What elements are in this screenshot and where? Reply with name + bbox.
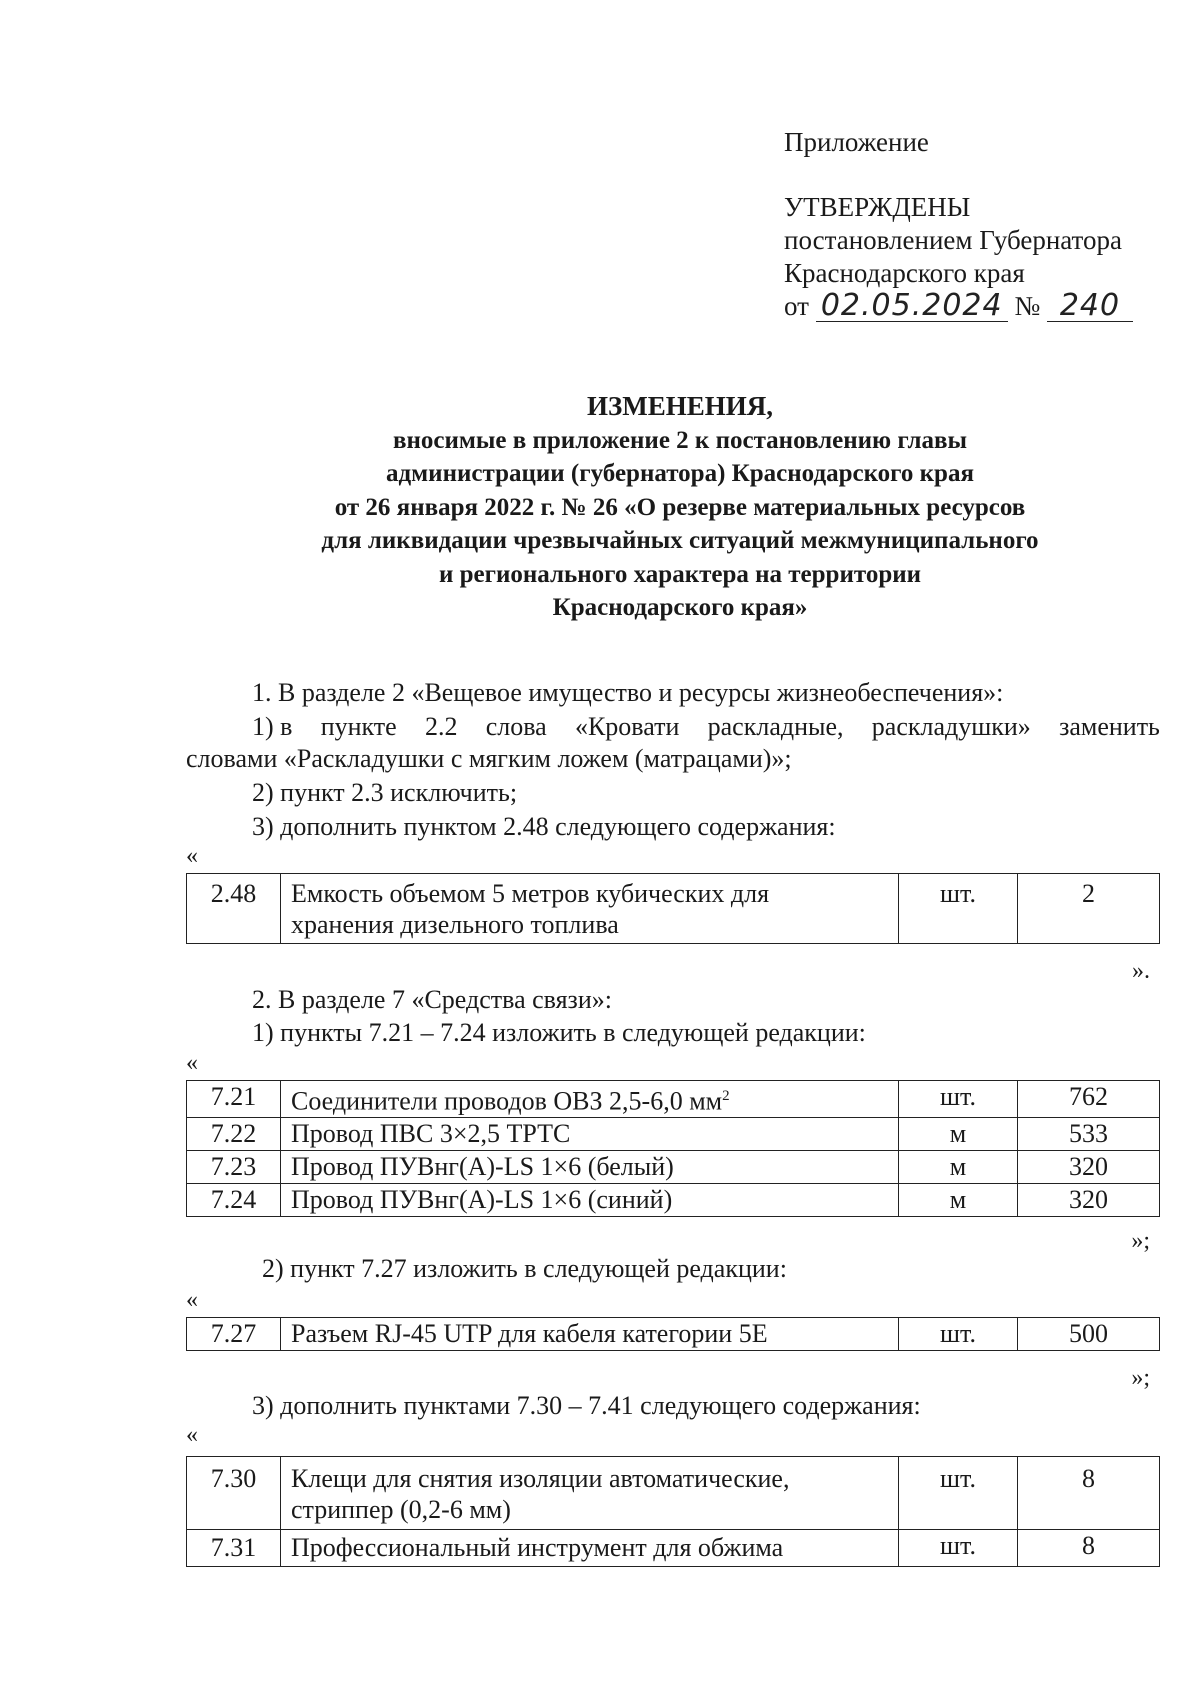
item-name: Провод ПУВнг(А)-LS 1×6 (белый) — [281, 1150, 899, 1183]
section1-intro: 1. В разделе 2 «Вещевое имущество и ресурсы жизнеобеспечения»: — [252, 678, 1004, 707]
table-2-48 — [186, 873, 1160, 944]
section2-item1: 1) пункты 7.21 – 7.24 изложить в следующей редакции: — [252, 1018, 866, 1047]
approved-by-line1: постановлением Губернатора — [784, 225, 1122, 255]
section1-item1-line1 — [252, 711, 1160, 742]
item-quantity: 320 — [1018, 1150, 1160, 1183]
handwritten-date: 02.05.2024 — [816, 291, 1008, 322]
item-name-line: Емкость объемом 5 метров кубических для — [291, 879, 770, 908]
item-name: Провод ПУВнг(А)-LS 1×6 (синий) — [281, 1183, 899, 1216]
item-name: Разъем RJ-45 UTP для кабеля категории 5E — [281, 1318, 899, 1351]
close-quote: »; — [1131, 1365, 1150, 1391]
table-row — [187, 874, 1160, 944]
section1-item3: 3) дополнить пунктом 2.48 следующего содержания: — [252, 812, 836, 841]
table-row — [187, 1318, 1160, 1351]
open-quote: « — [186, 843, 198, 869]
item-number: 7.24 — [187, 1183, 281, 1216]
item-name — [281, 874, 899, 944]
item-unit: м — [899, 1117, 1018, 1150]
table-7-30-7-41 — [186, 1456, 1160, 1567]
item-number: 7.31 — [187, 1530, 281, 1567]
section2-intro: 2. В разделе 7 «Средства связи»: — [252, 985, 612, 1014]
approval-date-line — [784, 290, 1133, 323]
close-quote: ». — [1132, 958, 1150, 984]
section1-item2: 2) пункт 2.3 исключить; — [252, 778, 518, 807]
item-name-line: хранения дизельного топлива — [291, 910, 619, 939]
document-title — [160, 390, 1200, 625]
table-row — [187, 1117, 1160, 1150]
title-line: администрации (губернатора) Краснодарского края — [386, 460, 974, 487]
superscript: 2 — [722, 1088, 730, 1104]
table-row — [187, 1081, 1160, 1118]
item-unit: шт. — [899, 1530, 1018, 1567]
word: раскладные, — [707, 712, 844, 741]
table-row — [187, 1150, 1160, 1183]
appendix-label: Приложение — [784, 127, 929, 157]
word: раскладушки» — [871, 712, 1031, 741]
item-name: Провод ПВС 3×2,5 ТРТС — [281, 1117, 899, 1150]
section2-item3: 3) дополнить пунктами 7.30 – 7.41 следующего содержания: — [252, 1391, 921, 1420]
item-name: Профессиональный инструмент для обжима — [281, 1530, 899, 1567]
word: 2.2 — [424, 712, 458, 741]
word: «Кровати — [574, 712, 680, 741]
item-number: 7.22 — [187, 1117, 281, 1150]
item-quantity: 533 — [1018, 1117, 1160, 1150]
item-name — [281, 1457, 899, 1530]
close-quote: »; — [1131, 1228, 1150, 1254]
item-name-line: стриппер (0,2-6 мм) — [291, 1495, 511, 1524]
number-label: № — [1014, 291, 1041, 321]
table-7-27 — [186, 1317, 1160, 1351]
title-heading: ИЗМЕНЕНИЯ, — [586, 391, 773, 421]
open-quote: « — [186, 1422, 198, 1448]
item-quantity: 762 — [1018, 1081, 1160, 1118]
table-row — [187, 1183, 1160, 1216]
table-7-21-7-24 — [186, 1080, 1160, 1217]
title-line: от 26 января 2022 г. № 26 «О резерве материальных ресурсов — [334, 493, 1026, 521]
item-unit: шт. — [899, 874, 1018, 944]
item-quantity: 500 — [1018, 1318, 1160, 1351]
item-number: 7.21 — [187, 1081, 281, 1118]
title-line: для ликвидации чрезвычайных ситуаций межмуниципального — [321, 527, 1039, 554]
item-name-text: Соединители проводов ОВЗ 2,5-6,0 мм — [291, 1086, 723, 1116]
from-label: от — [784, 291, 809, 321]
item-number: 7.30 — [187, 1457, 281, 1530]
section2-item2: 2) пункт 7.27 изложить в следующей редакции: — [262, 1254, 787, 1283]
word: 1) в — [252, 712, 293, 741]
handwritten-number: 240 — [1047, 291, 1133, 322]
approved-by-line2: Краснодарского края — [784, 258, 1025, 288]
item-name-line: Клещи для снятия изоляции автоматические, — [291, 1464, 790, 1493]
word: пункте — [320, 712, 397, 741]
item-quantity: 320 — [1018, 1183, 1160, 1216]
title-line: и регионального характера на территории — [438, 560, 922, 588]
item-unit: м — [899, 1183, 1018, 1216]
open-quote: « — [186, 1287, 198, 1313]
approval-block — [784, 126, 1133, 323]
approved-label: УТВЕРЖДЕНЫ — [784, 192, 971, 222]
item-unit: шт. — [899, 1081, 1018, 1118]
word: заменить — [1059, 712, 1160, 741]
section1-item1-line2: словами «Раскладушки с мягким ложем (матрацами)»; — [186, 744, 792, 773]
item-quantity: 8 — [1018, 1530, 1160, 1567]
item-quantity: 8 — [1018, 1457, 1160, 1530]
item-name — [281, 1081, 899, 1118]
open-quote: « — [186, 1050, 198, 1076]
item-unit: шт. — [899, 1318, 1018, 1351]
item-number: 7.27 — [187, 1318, 281, 1351]
title-line: вносимые в приложение 2 к постановлению главы — [392, 426, 968, 454]
table-row — [187, 1530, 1160, 1567]
word: слова — [485, 712, 547, 741]
table-row — [187, 1457, 1160, 1530]
item-quantity: 2 — [1018, 874, 1160, 944]
item-number: 7.23 — [187, 1150, 281, 1183]
item-unit: шт. — [899, 1457, 1018, 1530]
item-number: 2.48 — [187, 874, 281, 944]
item-unit: м — [899, 1150, 1018, 1183]
title-line: Краснодарского края» — [552, 594, 808, 621]
